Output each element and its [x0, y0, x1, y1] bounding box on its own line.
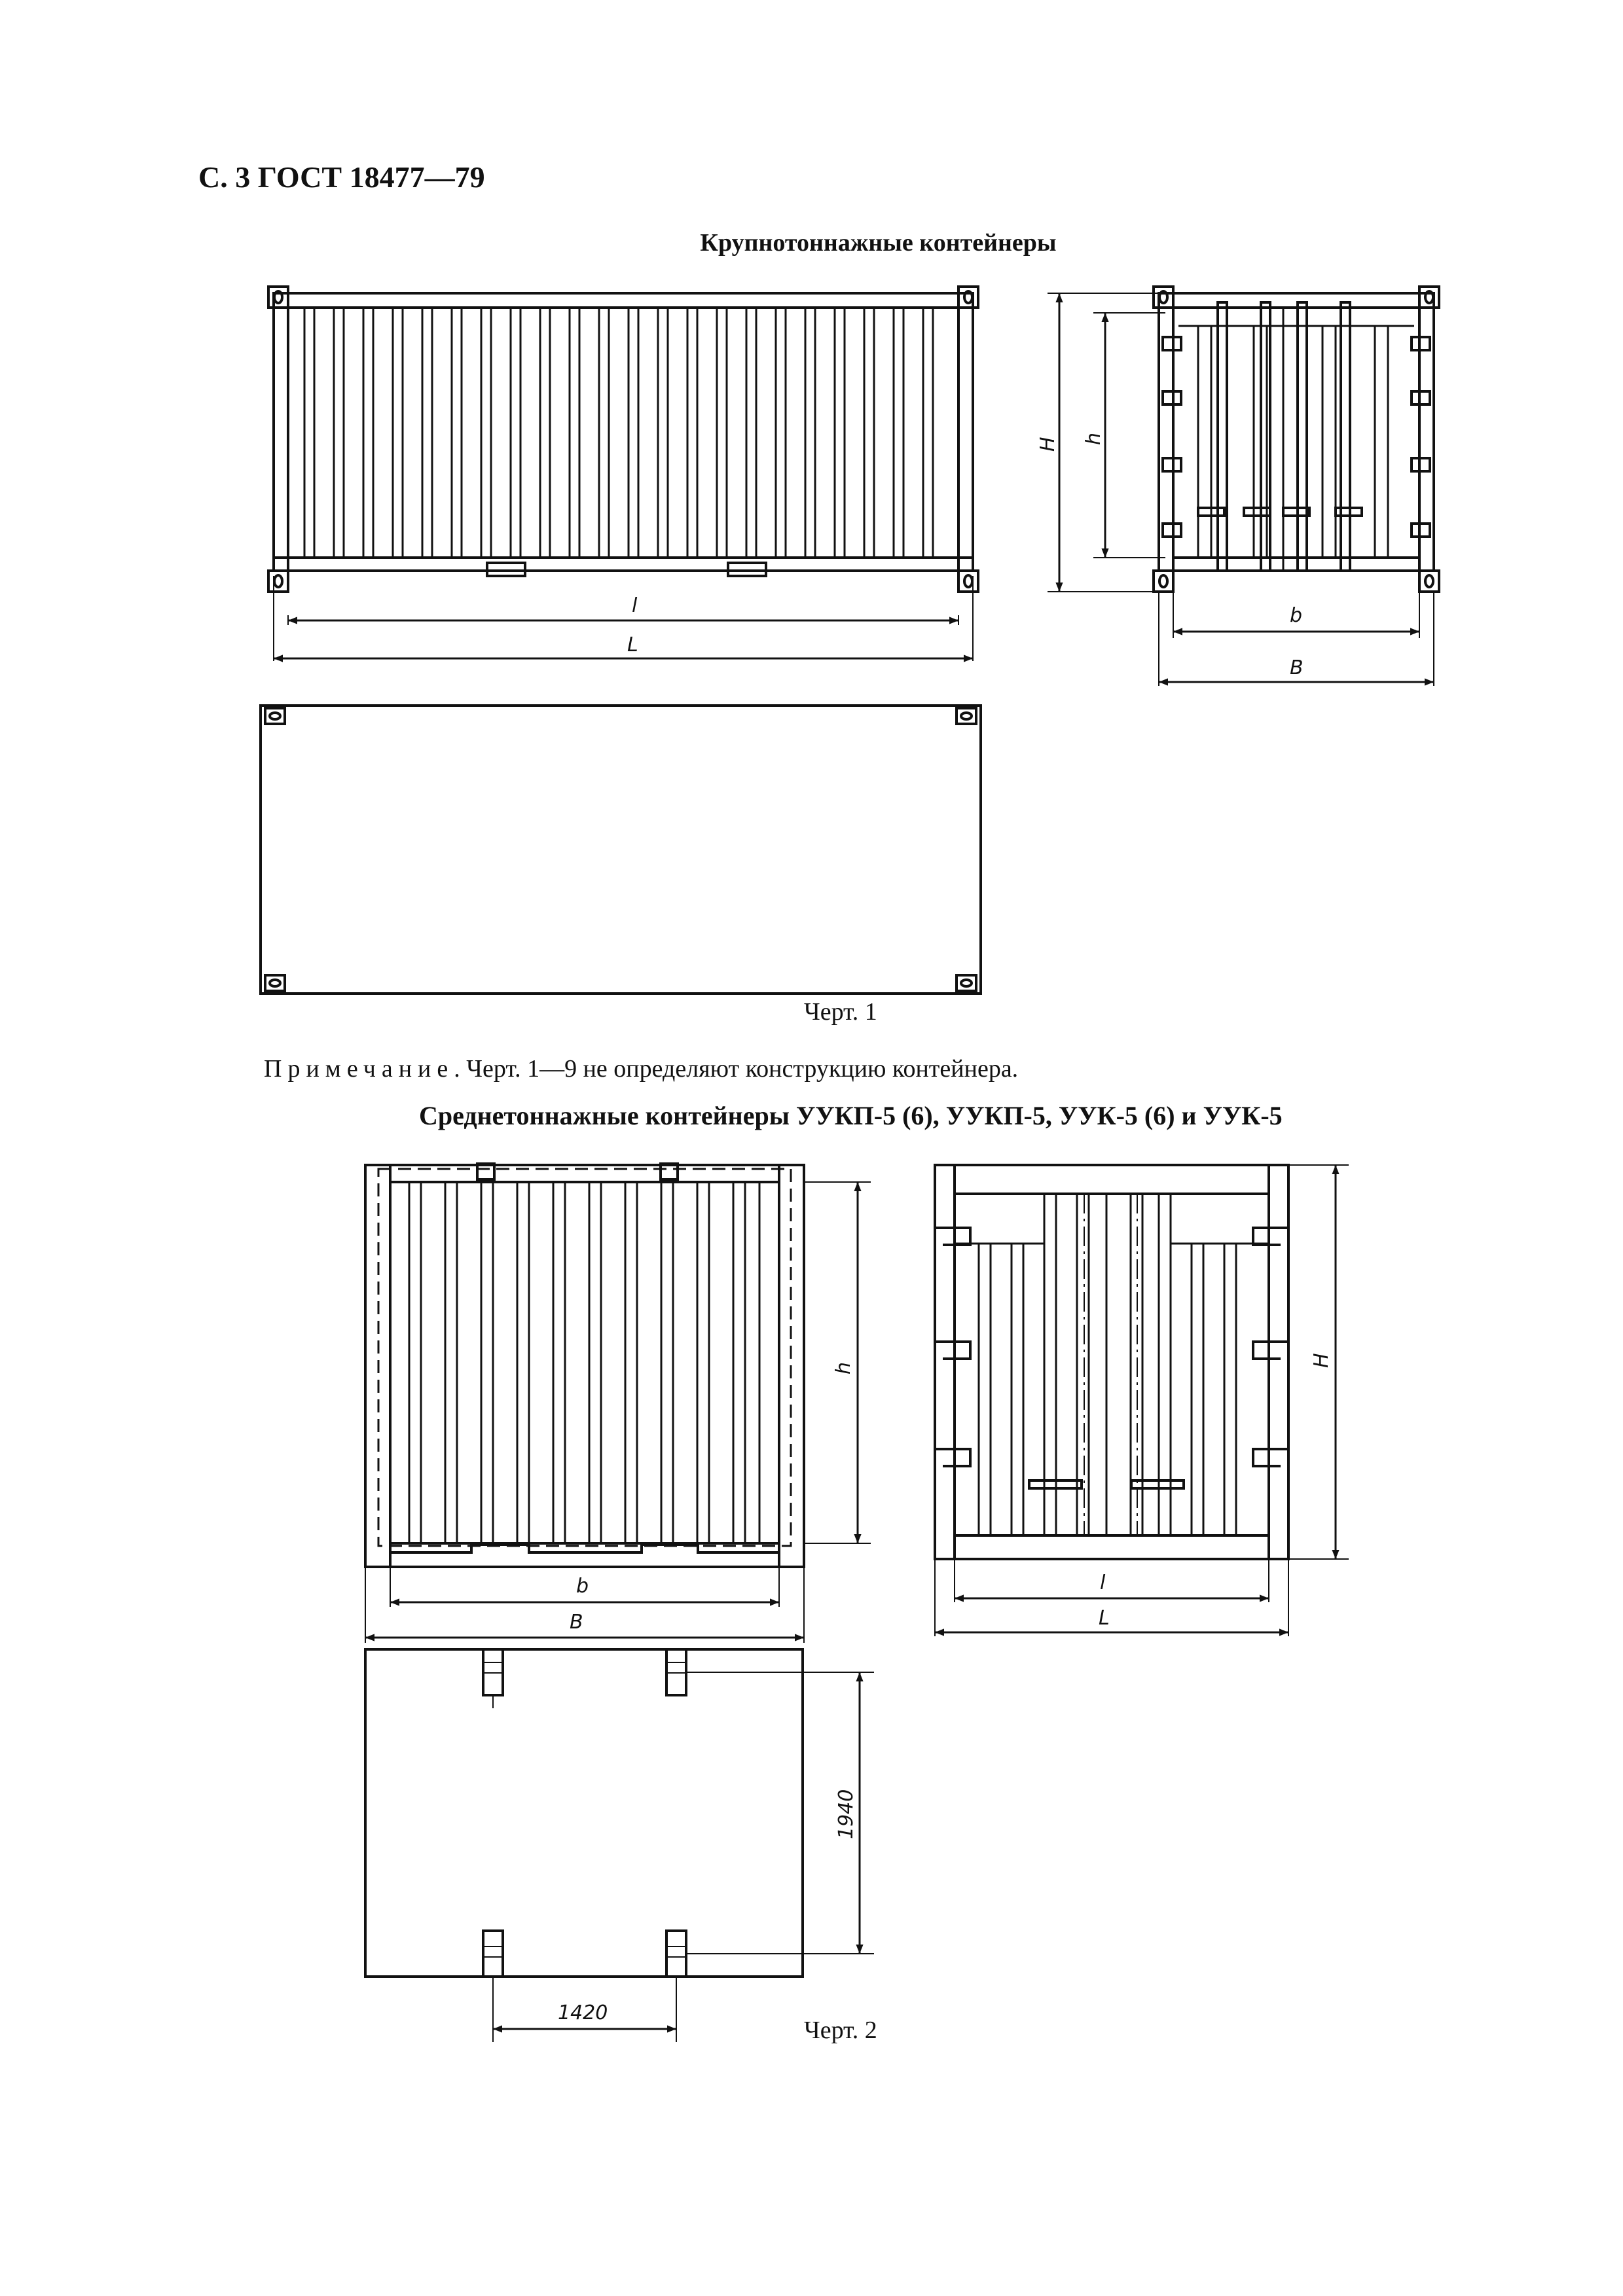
end-view-medium: [365, 1164, 871, 1643]
dim-L-medium: L: [1099, 1607, 1110, 1630]
dim-l-medium: l: [1100, 1571, 1106, 1594]
dim-H-medium: H: [1310, 1353, 1333, 1368]
dim-B-medium: B: [570, 1611, 583, 1634]
side-view-medium: [935, 1165, 1349, 1636]
dim-b-medium: b: [576, 1575, 589, 1598]
page-header: С. 3 ГОСТ 18477—79: [198, 160, 485, 194]
dim-H-large: H: [1036, 437, 1059, 452]
side-view-large: [268, 287, 978, 661]
note-label: Примечание: [264, 1055, 454, 1083]
note-text: . Черт. 1—9 не определяют конструкцию контейнера.: [454, 1055, 1019, 1083]
dim-1940: 1940: [835, 1789, 858, 1839]
section-title-large-containers: Крупнотоннажные контейнеры: [700, 229, 1057, 257]
figure-caption-1: Черт. 1: [804, 998, 877, 1026]
top-view-medium: [365, 1649, 874, 2042]
dim-l-large: l: [632, 594, 638, 617]
figure-caption-2: Черт. 2: [804, 2017, 877, 2044]
dim-h-medium: h: [832, 1361, 855, 1374]
dim-b-large: b: [1290, 604, 1303, 627]
note: [264, 1056, 1018, 1081]
dim-L-large: L: [627, 634, 638, 656]
dim-B-large: B: [1290, 656, 1304, 679]
dim-h-large: h: [1082, 432, 1105, 445]
section-title-medium-containers: Среднетоннажные контейнеры УУКП-5 (6), УУКП-5, УУК-5 (6) и УУК-5: [419, 1101, 1283, 1130]
end-view-large: [1048, 287, 1439, 686]
top-view-large: [261, 706, 981, 994]
dim-1420: 1420: [558, 2001, 608, 2024]
